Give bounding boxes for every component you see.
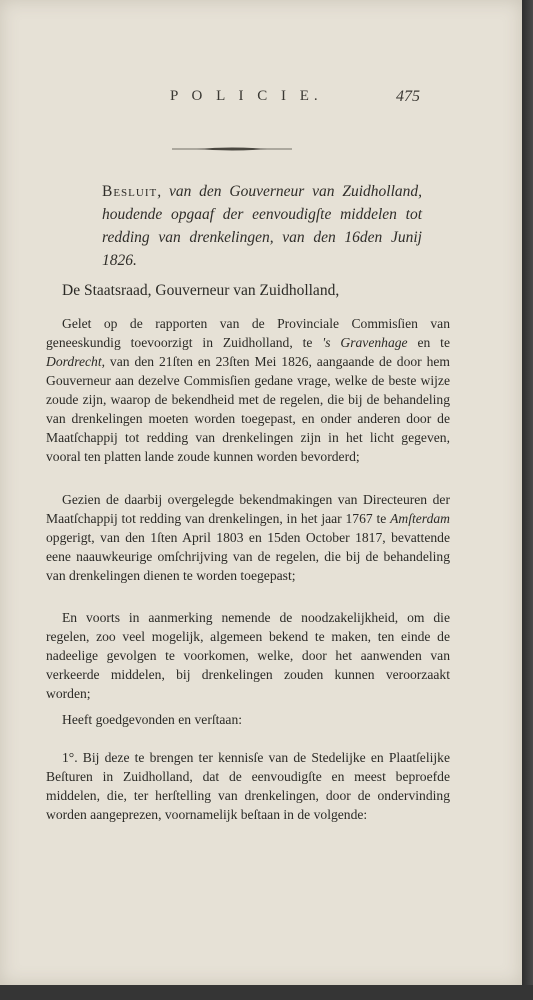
- page-edge-bottom: [0, 985, 533, 1000]
- paragraph-text: , van den 21ſten en 23ſten Mei 1826, aangaande de door hem Gouverneur aan dezelve Commisſien gedane vrage, welke de beste wijze zoude zijn, waarop de bekendheid met de regelen, die bij de behandeling van drenkelingen moeten worden toegepast, en onder anderen door de Maatſchappij tot redding van drenkelingen zijn in het licht gegeven, vooral ten platten lande zoude kunnen worden bevorderd;: [46, 354, 450, 464]
- paragraph-text: opgerigt, van den 1ſten April 1803 en 15den October 1817, bevattende eene naauwkeurige omſchrijving van de regelen, die bij de behandeling van drenkelingen dienen te worden toegepast;: [46, 530, 450, 583]
- decree-heading-text: , van den Gouverneur van Zuidholland, houdende opgaaf der eenvoudigſte middelen tot redding van drenkelingen, van den 16den Junij 1826.: [102, 183, 422, 269]
- decree-heading-lead: Besluit: [102, 183, 158, 200]
- ornamental-rule: [172, 146, 292, 152]
- paragraph-article-1: 1°. Bij deze te brengen ter kennisſe van de Stedelijke en Plaatſelijke Beſturen in Zuidholland, dat de eenvoudigſte en meest beproefde middelen, die, ter herſtelling van drenkelingen, door de ondervinding worden aangeprezen, voornamelijk beſtaan in de volgende:: [46, 750, 450, 822]
- salutation: De Staatsraad, Gouverneur van Zuidholland,: [62, 282, 340, 299]
- page-number: 475: [396, 88, 420, 105]
- paragraph-text: Gezien de daarbij overgelegde bekendmakingen van Directeuren der Maatſchappij tot redding van drenkelingen, in het jaar 1767 te: [46, 492, 450, 526]
- paragraph-voorts: En voorts in aanmerking nemende de noodzakelijkheid, om die regelen, zoo veel mogelijk, algemeen bekend te maken, ten einde de nadeelige gevolgen te voorkomen, welke, door het aanwenden van verkeerde middelen, bij drenkelingen zouden kunnen veroorzaakt worden;: [46, 610, 450, 701]
- paragraph-gezien: [46, 490, 450, 585]
- running-head-title: P O L I C I E.: [170, 88, 323, 104]
- decree-heading: [102, 180, 422, 272]
- paragraph-text: Gelet op de rapporten van de Provinciale Commisſien van geneeskundig toevoorzigt in Zuidholland, te: [46, 316, 450, 350]
- paragraph-text: en te: [407, 335, 450, 350]
- paragraph-gelet: [46, 314, 450, 466]
- page-edge-right: [522, 0, 533, 1000]
- paragraph-heeft: Heeft goedgevonden en verſtaan:: [62, 712, 243, 727]
- place-name: 's Gravenhage: [322, 335, 408, 350]
- running-head: [0, 88, 522, 112]
- place-name: Amſterdam: [390, 511, 450, 526]
- place-name: Dordrecht: [46, 354, 102, 369]
